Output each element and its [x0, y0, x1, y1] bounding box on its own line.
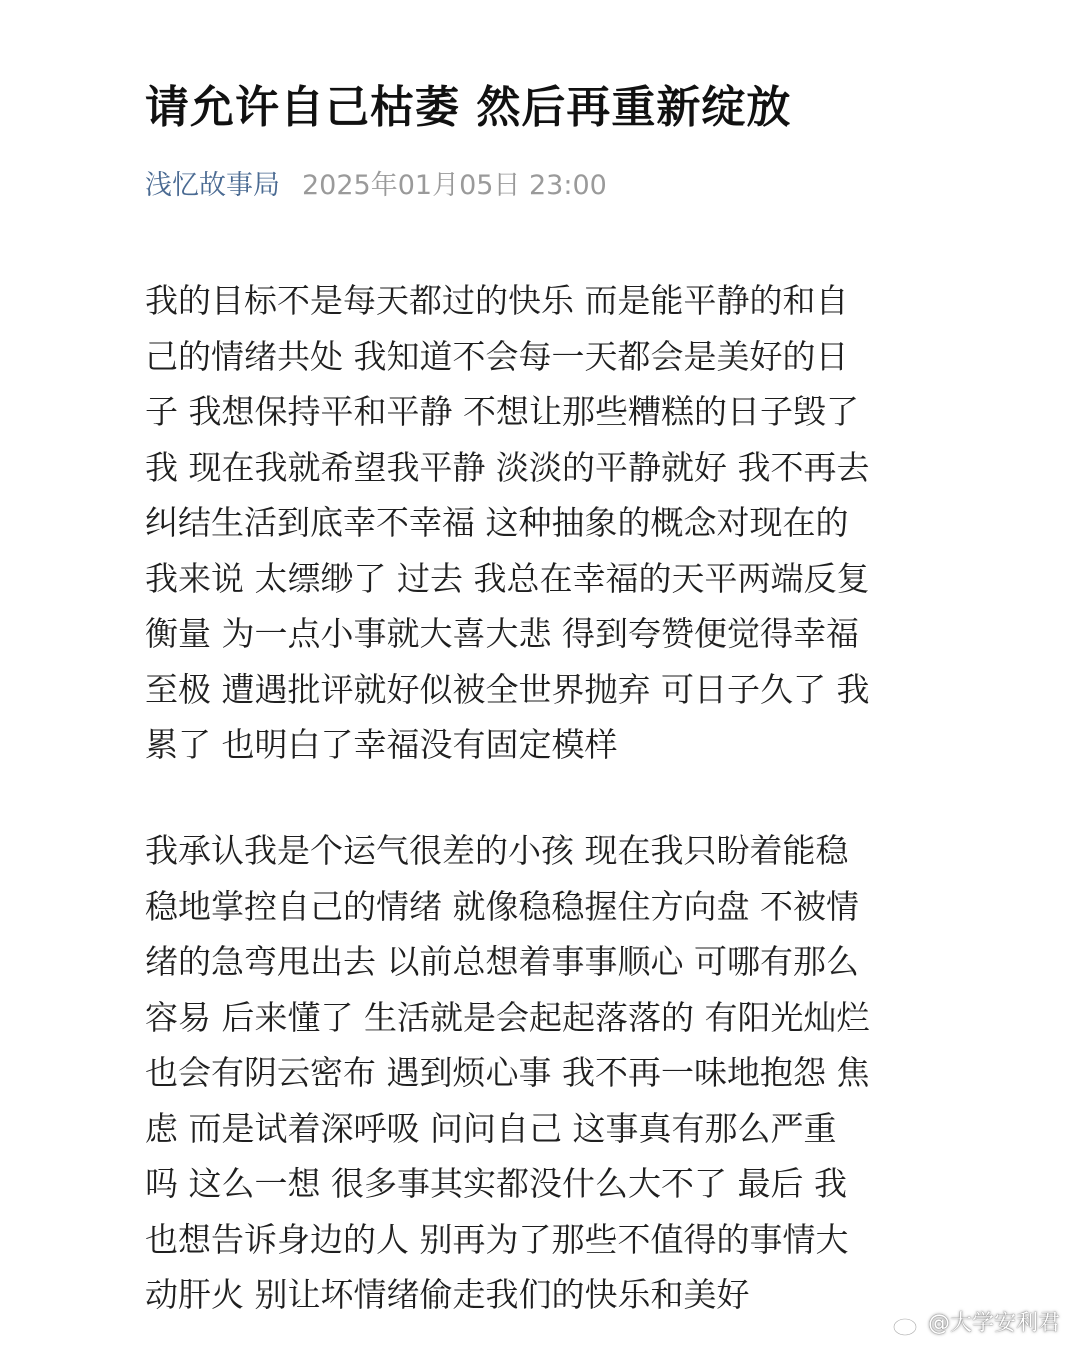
paragraph-line: 动肝火 别让坏情绪偷走我们的快乐和美好	[145, 1275, 750, 1314]
paragraph-2	[145, 823, 940, 1323]
paragraph-line: 我 现在我就希望我平静 淡淡的平静就好 我不再去	[145, 447, 870, 487]
weibo-watermark	[892, 1309, 1060, 1339]
paragraph-line: 己的情绪共处 我知道不会每一天都会是美好的日	[145, 336, 849, 376]
article-title: 请允许自己枯萎 然后再重新绽放	[145, 82, 792, 133]
paragraph-line: 也想告诉身边的人 别再为了那些不值得的事情大	[145, 1219, 849, 1259]
paragraph-line: 衡量 为一点小事就大喜大悲 得到夸赞便觉得幸福	[145, 614, 859, 653]
weibo-icon	[892, 1311, 922, 1337]
author-name[interactable]: 浅忆故事局	[145, 170, 280, 201]
paragraph-line: 累了 也明白了幸福没有固定模样	[145, 725, 618, 764]
paragraph-line: 绪的急弯甩出去 以前总想着事事顺心 可哪有那么	[145, 942, 859, 981]
paragraph-line: 子 我想保持平和平静 不想让那些糟糕的日子毁了	[145, 392, 859, 431]
paragraph-line: 我来说 太缥缈了 过去 我总在幸福的天平两端反复	[145, 558, 870, 598]
paragraph-line: 至极 遭遇批评就好似被全世界抛弃 可日子久了 我	[145, 669, 870, 709]
paragraph-line: 也会有阴云密布 遇到烦心事 我不再一味地抱怨 焦	[145, 1053, 870, 1092]
paragraph-line: 容易 后来懂了 生活就是会起起落落的 有阳光灿烂	[145, 997, 870, 1037]
paragraph-line: 虑 而是试着深呼吸 问问自己 这事真有那么严重	[145, 1108, 837, 1148]
article-meta	[145, 164, 607, 208]
paragraph-1	[145, 273, 940, 773]
paragraph-line: 吗 这么一想 很多事其实都没什么大不了 最后 我	[145, 1164, 847, 1203]
paragraph-line: 纠结生活到底幸不幸福 这种抽象的概念对现在的	[145, 503, 849, 542]
paragraph-line: 我的目标不是每天都过的快乐 而是能平静的和自	[145, 281, 849, 320]
paragraph-line: 稳地掌控自己的情绪 就像稳稳握住方向盘 不被情	[145, 886, 859, 926]
watermark-text: @大学安利君	[927, 1311, 1060, 1336]
paragraph-line: 我承认我是个运气很差的小孩 现在我只盼着能稳	[145, 831, 849, 870]
publish-time: 2025年01月05日 23:00	[302, 170, 607, 201]
